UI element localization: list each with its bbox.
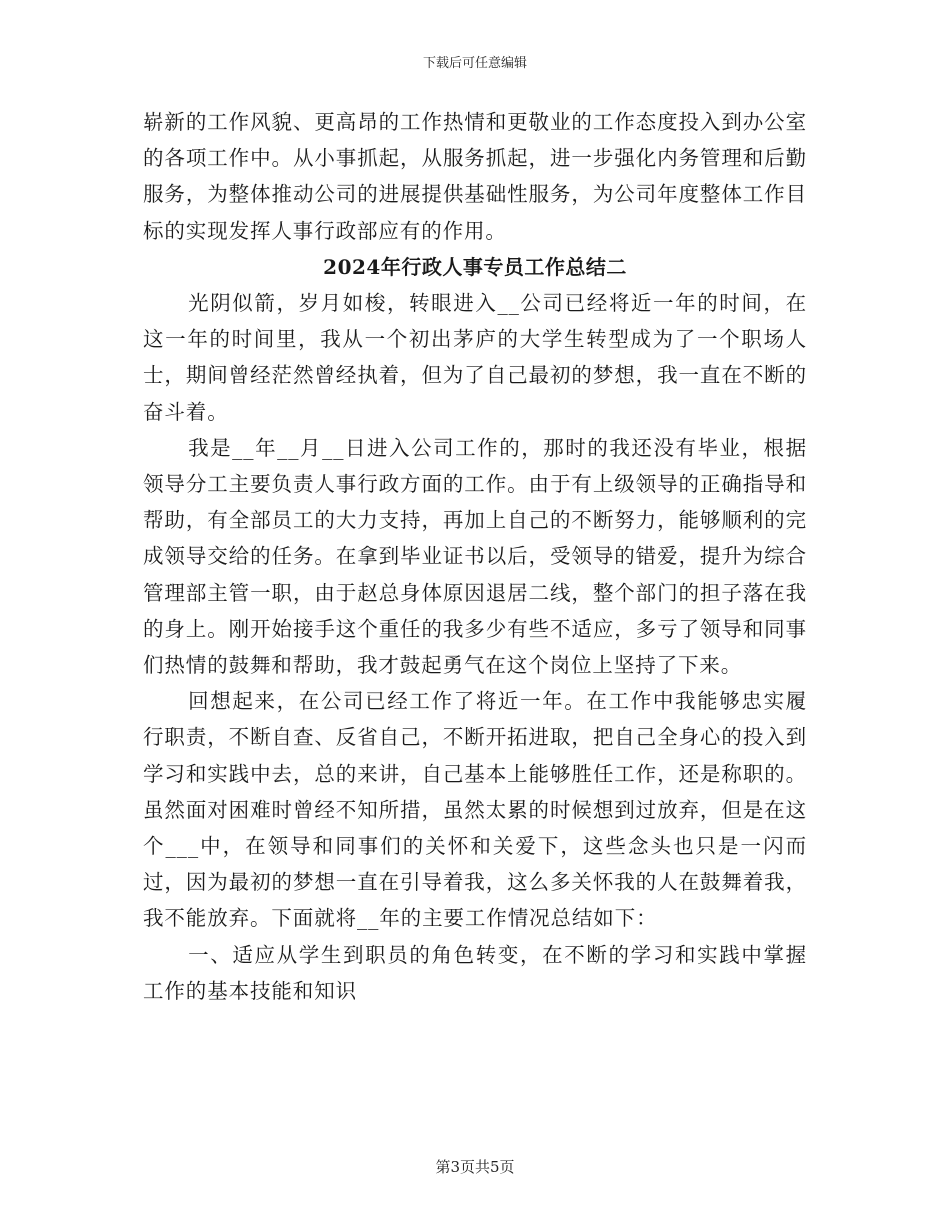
body-paragraph-1: 光阴似箭，岁月如梭，转眼进入__公司已经将近一年的时间，在这一年的时间里，我从一个初出茅庐的大学生转型成为了一个职场人士，期间曾经茫然曾经执着，但为了自己最初的梦想，我一直在不断的奋斗着。 [143,291,807,424]
section-title: 2024年行政人事专员工作总结二 [323,254,627,279]
body-paragraph-3: 回想起来，在公司已经工作了将近一年。在工作中我能够忠实履行职责，不断自查、反省自己，不断开拓进取，把自己全身心的投入到学习和实践中去，总的来讲，自己基本上能够胜任工作，还是称职的。虽然面对困难时曾经不知所措，虽然太累的时候想到过放弃，但是在这个___中，在领导和同事们的关怀和关爱下，这些念头也只是一闪而过，因为最初的梦想一直在引导着我，这么多关怀我的人在鼓舞着我，我不能放弃。下面就将__年的主要工作情况总结如下： [143,689,807,931]
document-body [143,104,807,1009]
header-note: 下载后可任意编辑 [422,56,527,71]
continuation-paragraph: 崭新的工作风貌、更高昂的工作热情和更敬业的工作态度投入到办公室的各项工作中。从小事抓起，从服务抓起，进一步强化内务管理和后勤服务，为整体推动公司的进展提供基础性服务，为公司年度整体工作目标的实现发挥人事行政部应有的作用。 [143,110,807,243]
page-number-footer: 第3页共5页 [435,1158,515,1176]
body-paragraph-2: 我是__年__月__日进入公司工作的，那时的我还没有毕业，根据领导分工主要负责人事行政方面的工作。由于有上级领导的正确指导和帮助，有全部员工的大力支持，再加上自己的不断努力，能够顺利的完成领导交给的任务。在拿到毕业证书以后，受领导的错爱，提升为综合管理部主管一职，由于赵总身体原因退居二线，整个部门的担子落在我的身上。刚开始接手这个重任的我多少有些不适应，多亏了领导和同事们热情的鼓舞和帮助，我才鼓起勇气在这个岗位上坚持了下来。 [143,435,807,678]
body-paragraph-4: 一、适应从学生到职员的角色转变，在不断的学习和实践中掌握工作的基本技能和知识 [143,942,807,1003]
